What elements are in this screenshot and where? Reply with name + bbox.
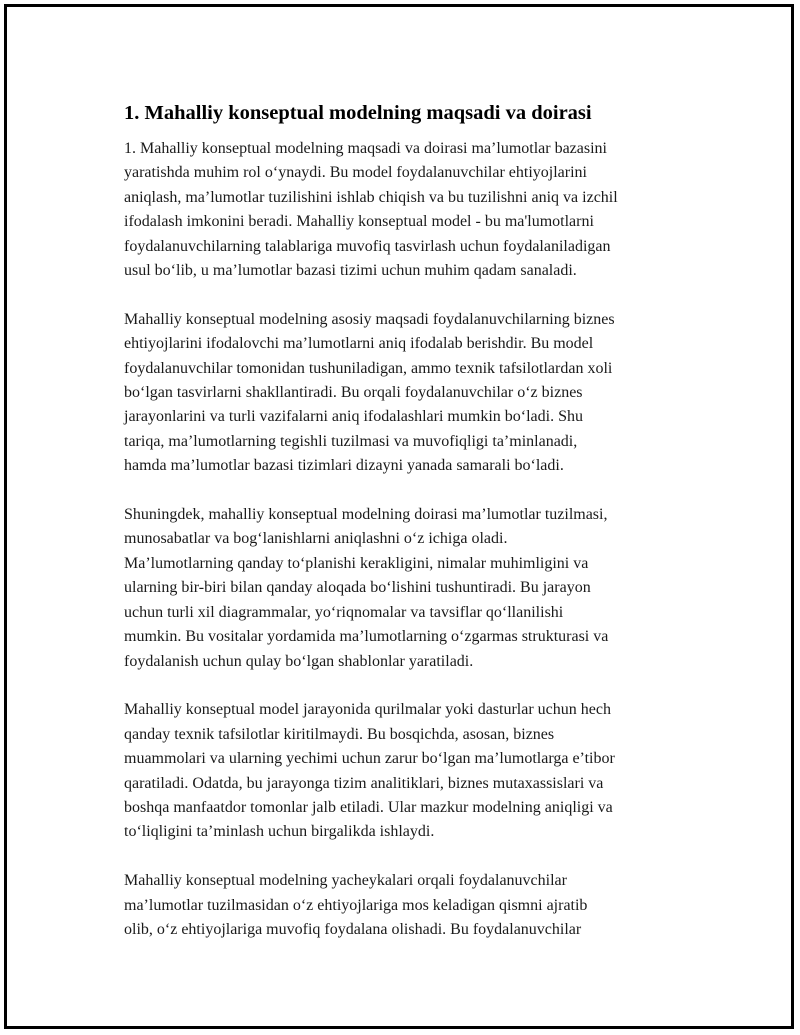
paragraph-5: Mahalliy konseptual modelning yacheykalari orqali foydalanuvchilar ma’lumotlar tuzilmasidan oʻz ehtiyojlariga mos keladigan qismni ajratib olib, oʻz ehtiyojlariga muvofiq foydalana olishadi. Bu foydalanuvchilar [124,872,588,938]
document-heading: 1. Mahalliy konseptual modelning maqsadi va doirasi [124,102,592,124]
paragraph-1: 1. Mahalliy konseptual modelning maqsadi va doirasi ma’lumotlar bazasini yaratishda muhim rol oʻynaydi. Bu model foydalanuvchilar ehtiyojlarini aniqlash, ma’lumotlar tuzilishini ishlab chiqish va bu tuzilishni aniq va izchil ifodalash imkonini beradi. Mahalliy konseptual model - bu ma'lumotlarni foydalanuvchilarning talablariga muvofiq tasvirlash uchun foydalaniladigan usul boʻlib, u ma’lumotlar bazasi tizimi uchun muhim qadam sanaladi. [124,140,618,280]
document-body [124,99,704,967]
paragraph-4: Mahalliy konseptual model jarayonida qurilmalar yoki dasturlar uchun hech qanday texnik tafsilotlar kiritilmaydi. Bu bosqichda, asosan, biznes muammolari va ularning yechimi uchun zarur boʻlgan ma’lumotlarga e’tibor qaratiladi. Odatda, bu jarayonga tizim analitiklari, biznes mutaxassislari va boshqa manfaatdor tomonlar jalb etiladi. Ular mazkur modelning aniqligi va toʻliqligini ta’minlash uchun birgalikda ishlaydi. [124,701,615,841]
page-frame [4,4,794,1029]
paragraph-2: Mahalliy konseptual modelning asosiy maqsadi foydalanuvchilarning biznes ehtiyojlarini ifodalovchi ma’lumotlarni aniq ifodalab berishdir. Bu model foydalanuvchilar tomonidan tushuniladigan, ammo texnik tafsilotlardan xoli boʻlgan tasvirlarni shakllantiradi. Bu orqali foydalanuvchilar oʻz biznes jarayonlarini va turli vazifalarni aniq ifodalashlari mumkin boʻladi. Shu tariqa, ma’lumotlarning tegishli tuzilmasi va muvofiqligi ta’minlanadi, hamda ma’lumotlar bazasi tizimlari dizayni yanada samarali boʻladi. [124,310,615,475]
paragraph-3: Shuningdek, mahalliy konseptual modelning doirasi ma’lumotlar tuzilmasi, munosabatlar va bogʻlanishlarni aniqlashni oʻz ichiga oladi. Ma’lumotlarning qanday toʻplanishi kerakligini, nimalar muhimligini va ularning bir-biri bilan qanday aloqada boʻlishini tushuntiradi. Bu jarayon uchun turli xil diagrammalar, yoʻriqnomalar va tavsiflar qoʻllanilishi mumkin. Bu vositalar yordamida ma’lumotlarning oʻzgarmas strukturasi va foydalanish uchun qulay boʻlgan shablonlar yaratiladi. [124,506,609,670]
